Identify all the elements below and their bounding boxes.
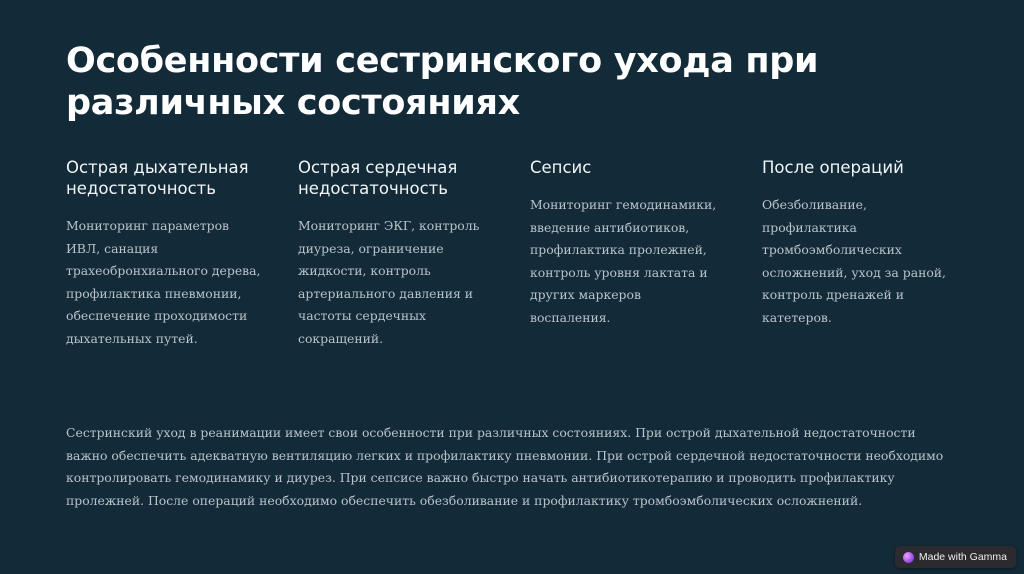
column-heading: Сепсис: [530, 158, 592, 177]
gamma-logo-icon: [903, 552, 914, 563]
column-text: Мониторинг гемодинамики, введение антибиотиков, профилактика пролежней, контроль уровня лактата и других маркеров воспаления.: [530, 197, 717, 325]
column-heart-failure: [298, 157, 493, 350]
column-post-surgery: [762, 157, 957, 329]
column-sepsis: [530, 157, 725, 329]
column-text: Обезболивание, профилактика тромбоэмболических осложнений, уход за раной, контроль дренажей и катетеров.: [762, 197, 946, 325]
badge-label: Made with Gamma: [918, 551, 1007, 563]
summary-paragraph: Сестринский уход в реанимации имеет свои особенности при различных состояниях. При острой дыхательной недостаточности важно обеспечить адекватную вентиляцию легких и профилактику пневмонии. При острой сердечной недостаточности необходимо контролировать гемодинамику и диурез. При сепсисе важно быстро начать антибиотикотерапию и проводить профилактику пролежней. После операций необходимо обеспечить обезболивание и профилактику тромбоэмболических осложнений.: [66, 425, 944, 508]
made-with-gamma-badge[interactable]: [895, 546, 1016, 568]
column-heading: После операций: [762, 158, 904, 177]
column-respiratory-failure: [66, 157, 261, 350]
slide-title: Особенности сестринского ухода при различных состояниях: [66, 41, 819, 123]
column-heading: Острая дыхательная недостаточность: [66, 158, 249, 198]
column-text: Мониторинг ЭКГ, контроль диуреза, ограничение жидкости, контроль артериального давления и частоты сердечных сокращений.: [298, 218, 480, 346]
column-heading: Острая сердечная недостаточность: [298, 158, 458, 198]
column-text: Мониторинг параметров ИВЛ, санация трахеобронхиального дерева, профилактика пневмонии, обеспечение проходимости дыхательных путей.: [66, 218, 261, 346]
